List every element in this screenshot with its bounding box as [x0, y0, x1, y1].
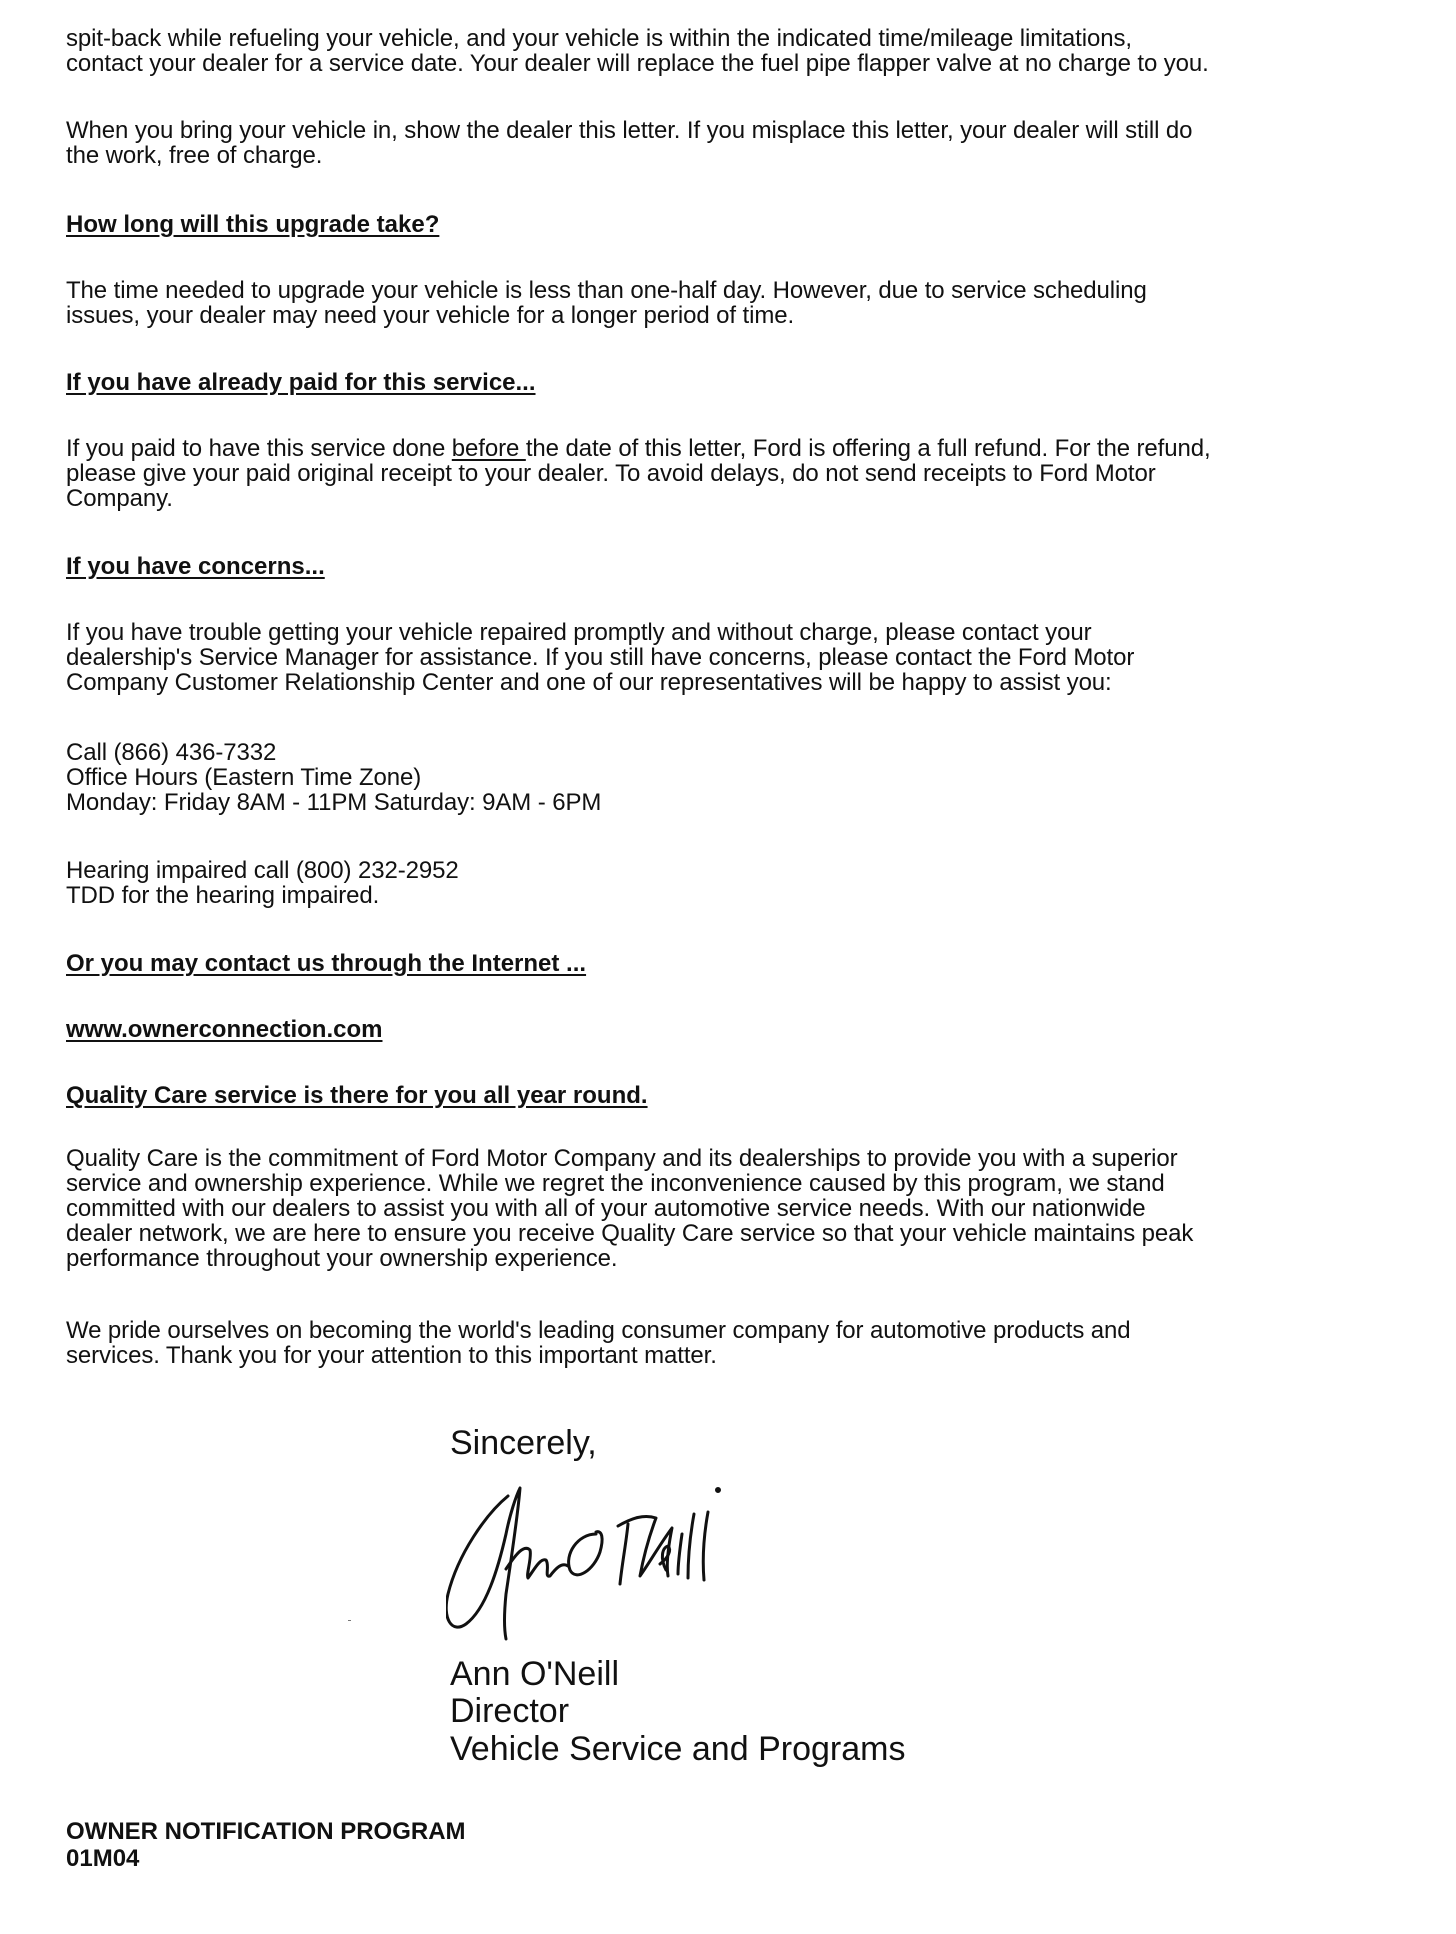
signer-name: Ann O'Neill — [450, 1655, 620, 1693]
intro-paragraph — [66, 26, 1209, 76]
pride-line: We pride ourselves on becoming the world's leading consumer company for automotive products and — [66, 1317, 1131, 1344]
concerns-line: If you have trouble getting your vehicle repaired promptly and without charge, please contact your — [66, 619, 1092, 646]
website-link[interactable]: www.ownerconnection.com — [66, 1016, 383, 1043]
quality-care-line: dealer network, we are here to ensure you receive Quality Care service so that your vehicle maintains peak — [66, 1220, 1194, 1247]
bring-vehicle-line: When you bring your vehicle in, show the dealer this letter. If you misplace this letter, your dealer will still do — [66, 117, 1193, 144]
hearing-line: TDD for the hearing impaired. — [66, 882, 380, 909]
upgrade-time-line: issues, your dealer may need your vehicle for a longer period of time. — [66, 302, 795, 329]
upgrade-time-paragraph — [66, 278, 1147, 328]
upgrade-heading: How long will this upgrade take? — [66, 211, 440, 238]
refund-paragraph — [66, 436, 1211, 511]
scan-speck — [348, 1620, 351, 1621]
quality-care-line: committed with our dealers to assist you with all of your automotive service needs. With our nationwide — [66, 1195, 1146, 1222]
footer-code: 01M04 — [66, 1845, 140, 1872]
handwritten-signature — [446, 1474, 786, 1644]
bring-vehicle-paragraph — [66, 118, 1192, 168]
contact-block — [66, 740, 601, 815]
bring-vehicle-line: the work, free of charge. — [66, 142, 323, 169]
concerns-line: dealership's Service Manager for assistance. If you still have concerns, please contact the Ford Motor — [66, 644, 1135, 671]
contact-line: Office Hours (Eastern Time Zone) — [66, 764, 422, 791]
intro-line: contact your dealer for a service date. Your dealer will replace the fuel pipe flapper valve at no charge to you. — [66, 50, 1209, 77]
refund-line — [66, 436, 1211, 461]
upgrade-time-line: The time needed to upgrade your vehicle is less than one-half day. However, due to service scheduling — [66, 277, 1147, 304]
hearing-line: Hearing impaired call (800) 232-2952 — [66, 857, 459, 884]
quality-care-heading: Quality Care service is there for you all year round. — [66, 1082, 648, 1109]
quality-care-line: performance throughout your ownership experience. — [66, 1245, 618, 1272]
pride-paragraph — [66, 1318, 1131, 1368]
contact-line: Call (866) 436-7332 — [66, 739, 277, 766]
intro-line: spit-back while refueling your vehicle, and your vehicle is within the indicated time/mileage limitations, — [66, 25, 1132, 52]
quality-care-line: Quality Care is the commitment of Ford Motor Company and its dealerships to provide you with a superior — [66, 1145, 1178, 1172]
contact-line: Monday: Friday 8AM - 11PM Saturday: 9AM - 6PM — [66, 789, 602, 816]
concerns-paragraph — [66, 620, 1134, 695]
refund-emphasis: before — [451, 435, 526, 462]
refund-text: the date of this letter, Ford is offering a full refund. For the refund, — [525, 435, 1211, 462]
refund-line: Company. — [66, 485, 173, 512]
footer-program: OWNER NOTIFICATION PROGRAM — [66, 1818, 466, 1845]
concerns-heading: If you have concerns... — [66, 553, 325, 580]
quality-care-paragraph — [66, 1146, 1193, 1271]
refund-line: please give your paid original receipt to your dealer. To avoid delays, do not send receipts to Ford Motor — [66, 460, 1156, 487]
signer-title: Director — [450, 1692, 570, 1730]
internet-heading: Or you may contact us through the Internet ... — [66, 950, 587, 977]
quality-care-line: service and ownership experience. While we regret the inconvenience caused by this program, we stand — [66, 1170, 1165, 1197]
pride-line: services. Thank you for your attention to this important matter. — [66, 1342, 717, 1369]
refund-text: If you paid to have this service done — [66, 435, 452, 462]
salutation: Sincerely, — [450, 1424, 597, 1462]
concerns-line: Company Customer Relationship Center and one of our representatives will be happy to assist you: — [66, 669, 1112, 696]
hearing-block — [66, 858, 459, 908]
already-paid-heading: If you have already paid for this service... — [66, 369, 536, 396]
signer-department: Vehicle Service and Programs — [450, 1730, 906, 1768]
